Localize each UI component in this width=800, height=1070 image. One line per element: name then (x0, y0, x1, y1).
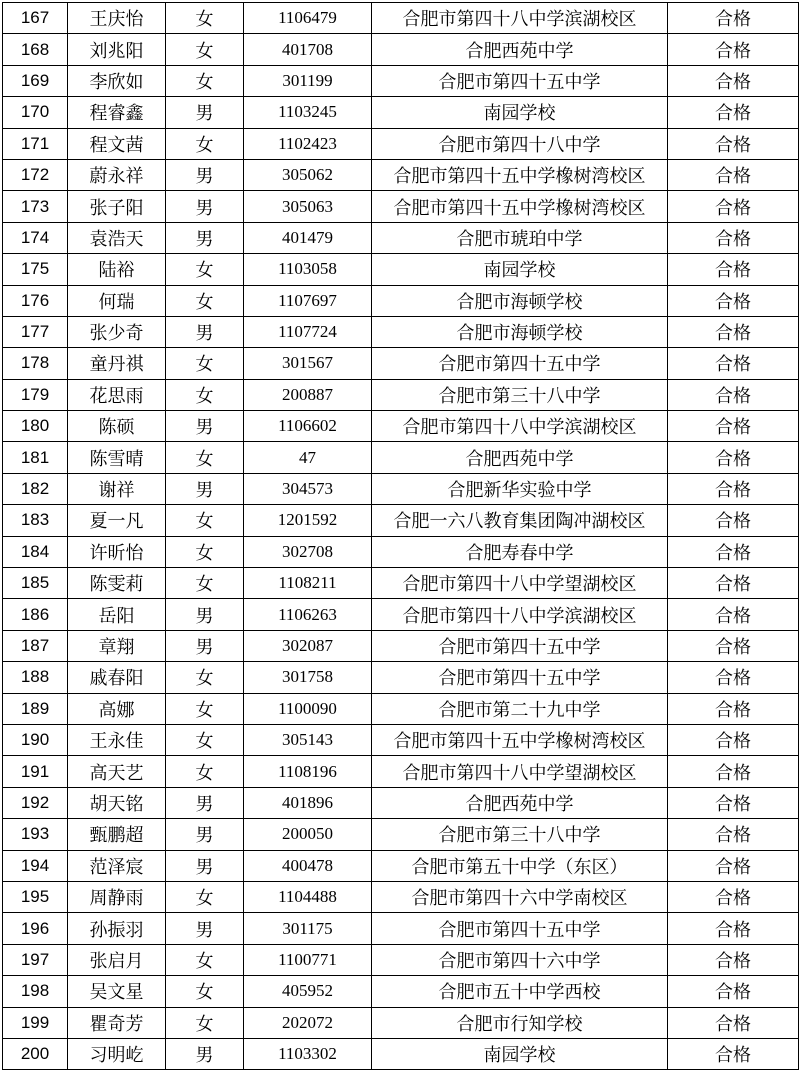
cell-number: 175 (3, 254, 68, 285)
table-row (3, 348, 799, 379)
cell-number: 194 (3, 850, 68, 881)
cell-number: 188 (3, 662, 68, 693)
cell-name: 童丹祺 (68, 348, 166, 379)
cell-name: 许昕怡 (68, 536, 166, 567)
cell-result: 合格 (668, 1007, 799, 1038)
cell-gender: 女 (166, 379, 244, 410)
table-row (3, 97, 799, 128)
cell-school: 合肥市第四十六中学南校区 (372, 881, 668, 912)
cell-result: 合格 (668, 34, 799, 65)
cell-name: 范泽宸 (68, 850, 166, 881)
cell-id: 200050 (244, 819, 372, 850)
table-row (3, 285, 799, 316)
table-row (3, 568, 799, 599)
table-row (3, 34, 799, 65)
cell-number: 178 (3, 348, 68, 379)
cell-name: 陈雪晴 (68, 442, 166, 473)
table-row (3, 881, 799, 912)
cell-gender: 女 (166, 65, 244, 96)
cell-name: 习明屹 (68, 1038, 166, 1069)
results-table (2, 2, 799, 1070)
cell-name: 蔚永祥 (68, 159, 166, 190)
cell-id: 1103058 (244, 254, 372, 285)
cell-school: 合肥市第二十九中学 (372, 693, 668, 724)
cell-number: 174 (3, 222, 68, 253)
cell-number: 200 (3, 1038, 68, 1069)
table-row (3, 128, 799, 159)
cell-name: 岳阳 (68, 599, 166, 630)
cell-result: 合格 (668, 756, 799, 787)
table-row (3, 536, 799, 567)
table-row (3, 819, 799, 850)
cell-id: 1106602 (244, 411, 372, 442)
cell-number: 168 (3, 34, 68, 65)
cell-result: 合格 (668, 505, 799, 536)
cell-gender: 女 (166, 536, 244, 567)
cell-number: 169 (3, 65, 68, 96)
cell-school: 合肥市第五十中学（东区） (372, 850, 668, 881)
cell-gender: 男 (166, 222, 244, 253)
table-row (3, 316, 799, 347)
cell-gender: 男 (166, 411, 244, 442)
cell-school: 合肥市第四十八中学滨湖校区 (372, 3, 668, 34)
cell-result: 合格 (668, 473, 799, 504)
cell-school: 合肥市第四十八中学望湖校区 (372, 568, 668, 599)
cell-result: 合格 (668, 348, 799, 379)
cell-gender: 女 (166, 285, 244, 316)
table-row (3, 630, 799, 661)
cell-name: 程文茜 (68, 128, 166, 159)
cell-result: 合格 (668, 599, 799, 630)
cell-gender: 女 (166, 128, 244, 159)
cell-name: 张少奇 (68, 316, 166, 347)
cell-id: 401479 (244, 222, 372, 253)
cell-id: 305143 (244, 724, 372, 755)
cell-id: 301758 (244, 662, 372, 693)
cell-number: 192 (3, 787, 68, 818)
cell-school: 合肥市第四十五中学 (372, 913, 668, 944)
table-row (3, 3, 799, 34)
cell-result: 合格 (668, 379, 799, 410)
cell-school: 合肥市第四十八中学滨湖校区 (372, 411, 668, 442)
cell-id: 202072 (244, 1007, 372, 1038)
cell-name: 章翔 (68, 630, 166, 661)
cell-result: 合格 (668, 1038, 799, 1069)
cell-gender: 女 (166, 442, 244, 473)
cell-number: 193 (3, 819, 68, 850)
cell-result: 合格 (668, 285, 799, 316)
cell-result: 合格 (668, 316, 799, 347)
cell-id: 301199 (244, 65, 372, 96)
cell-result: 合格 (668, 693, 799, 724)
cell-name: 李欣如 (68, 65, 166, 96)
cell-id: 302708 (244, 536, 372, 567)
cell-result: 合格 (668, 97, 799, 128)
cell-result: 合格 (668, 568, 799, 599)
cell-gender: 男 (166, 159, 244, 190)
cell-name: 刘兆阳 (68, 34, 166, 65)
table-row (3, 65, 799, 96)
cell-number: 167 (3, 3, 68, 34)
cell-result: 合格 (668, 630, 799, 661)
cell-gender: 女 (166, 254, 244, 285)
table-row (3, 505, 799, 536)
table-row (3, 1007, 799, 1038)
table-row (3, 442, 799, 473)
cell-id: 200887 (244, 379, 372, 410)
cell-id: 1108196 (244, 756, 372, 787)
table-row (3, 222, 799, 253)
cell-result: 合格 (668, 944, 799, 975)
cell-school: 合肥市第四十五中学橡树湾校区 (372, 724, 668, 755)
cell-number: 176 (3, 285, 68, 316)
cell-id: 1107724 (244, 316, 372, 347)
cell-gender: 女 (166, 724, 244, 755)
cell-gender: 女 (166, 662, 244, 693)
cell-id: 1106479 (244, 3, 372, 34)
cell-gender: 女 (166, 944, 244, 975)
cell-id: 305063 (244, 191, 372, 222)
cell-name: 张启月 (68, 944, 166, 975)
cell-name: 陈雯莉 (68, 568, 166, 599)
cell-number: 185 (3, 568, 68, 599)
cell-name: 胡天铭 (68, 787, 166, 818)
cell-number: 197 (3, 944, 68, 975)
cell-result: 合格 (668, 724, 799, 755)
cell-number: 191 (3, 756, 68, 787)
cell-result: 合格 (668, 3, 799, 34)
cell-gender: 女 (166, 1007, 244, 1038)
cell-gender: 女 (166, 756, 244, 787)
cell-id: 401896 (244, 787, 372, 818)
cell-gender: 男 (166, 850, 244, 881)
cell-name: 甄鹏超 (68, 819, 166, 850)
cell-number: 179 (3, 379, 68, 410)
cell-result: 合格 (668, 881, 799, 912)
cell-school: 合肥市第四十八中学 (372, 128, 668, 159)
cell-school: 南园学校 (372, 97, 668, 128)
cell-school: 合肥市第四十五中学橡树湾校区 (372, 191, 668, 222)
cell-number: 172 (3, 159, 68, 190)
cell-school: 合肥市行知学校 (372, 1007, 668, 1038)
cell-id: 1104488 (244, 881, 372, 912)
cell-id: 1100090 (244, 693, 372, 724)
cell-gender: 女 (166, 693, 244, 724)
cell-id: 1103245 (244, 97, 372, 128)
cell-school: 合肥市第四十八中学望湖校区 (372, 756, 668, 787)
cell-school: 合肥新华实验中学 (372, 473, 668, 504)
table-row (3, 473, 799, 504)
cell-gender: 男 (166, 819, 244, 850)
cell-number: 190 (3, 724, 68, 755)
cell-school: 合肥西苑中学 (372, 442, 668, 473)
cell-id: 1100771 (244, 944, 372, 975)
cell-school: 合肥市琥珀中学 (372, 222, 668, 253)
cell-id: 301567 (244, 348, 372, 379)
cell-result: 合格 (668, 819, 799, 850)
cell-id: 405952 (244, 976, 372, 1007)
cell-gender: 男 (166, 913, 244, 944)
cell-school: 合肥市第四十八中学滨湖校区 (372, 599, 668, 630)
cell-id: 1102423 (244, 128, 372, 159)
cell-name: 张子阳 (68, 191, 166, 222)
cell-number: 177 (3, 316, 68, 347)
cell-number: 183 (3, 505, 68, 536)
cell-number: 198 (3, 976, 68, 1007)
cell-name: 周静雨 (68, 881, 166, 912)
cell-name: 王庆怡 (68, 3, 166, 34)
table-row (3, 159, 799, 190)
cell-school: 合肥西苑中学 (372, 34, 668, 65)
cell-name: 高天艺 (68, 756, 166, 787)
cell-id: 1103302 (244, 1038, 372, 1069)
cell-number: 181 (3, 442, 68, 473)
cell-gender: 男 (166, 1038, 244, 1069)
table-row (3, 411, 799, 442)
table-row (3, 724, 799, 755)
cell-number: 170 (3, 97, 68, 128)
cell-result: 合格 (668, 254, 799, 285)
cell-number: 187 (3, 630, 68, 661)
cell-school: 合肥市第四十五中学 (372, 630, 668, 661)
cell-number: 180 (3, 411, 68, 442)
cell-school: 南园学校 (372, 254, 668, 285)
table-row (3, 599, 799, 630)
cell-number: 184 (3, 536, 68, 567)
cell-name: 孙振羽 (68, 913, 166, 944)
cell-result: 合格 (668, 976, 799, 1007)
cell-name: 花思雨 (68, 379, 166, 410)
cell-name: 高娜 (68, 693, 166, 724)
cell-id: 1107697 (244, 285, 372, 316)
cell-name: 袁浩天 (68, 222, 166, 253)
cell-gender: 男 (166, 599, 244, 630)
cell-id: 302087 (244, 630, 372, 661)
cell-id: 1108211 (244, 568, 372, 599)
cell-school: 合肥市海顿学校 (372, 285, 668, 316)
cell-result: 合格 (668, 222, 799, 253)
cell-result: 合格 (668, 159, 799, 190)
cell-number: 199 (3, 1007, 68, 1038)
cell-name: 陈硕 (68, 411, 166, 442)
cell-result: 合格 (668, 442, 799, 473)
cell-gender: 男 (166, 97, 244, 128)
cell-result: 合格 (668, 411, 799, 442)
cell-gender: 男 (166, 630, 244, 661)
cell-school: 合肥市海顿学校 (372, 316, 668, 347)
cell-gender: 女 (166, 881, 244, 912)
table-row (3, 850, 799, 881)
cell-name: 程睿鑫 (68, 97, 166, 128)
cell-name: 吴文星 (68, 976, 166, 1007)
cell-gender: 男 (166, 787, 244, 818)
table-row (3, 662, 799, 693)
cell-name: 何瑞 (68, 285, 166, 316)
table-row (3, 1038, 799, 1069)
table-row (3, 693, 799, 724)
cell-result: 合格 (668, 128, 799, 159)
cell-number: 182 (3, 473, 68, 504)
table-row (3, 913, 799, 944)
cell-number: 196 (3, 913, 68, 944)
cell-school: 合肥西苑中学 (372, 787, 668, 818)
table-row (3, 787, 799, 818)
cell-school: 合肥寿春中学 (372, 536, 668, 567)
table-row (3, 254, 799, 285)
cell-id: 47 (244, 442, 372, 473)
cell-school: 合肥市第三十八中学 (372, 819, 668, 850)
cell-school: 合肥市第四十五中学 (372, 662, 668, 693)
cell-id: 401708 (244, 34, 372, 65)
cell-result: 合格 (668, 787, 799, 818)
cell-result: 合格 (668, 913, 799, 944)
cell-school: 合肥市第三十八中学 (372, 379, 668, 410)
cell-id: 301175 (244, 913, 372, 944)
table-row (3, 379, 799, 410)
cell-name: 夏一凡 (68, 505, 166, 536)
cell-school: 合肥一六八教育集团陶冲湖校区 (372, 505, 668, 536)
cell-result: 合格 (668, 536, 799, 567)
table-row (3, 976, 799, 1007)
cell-gender: 女 (166, 34, 244, 65)
cell-gender: 男 (166, 316, 244, 347)
table-row (3, 191, 799, 222)
cell-gender: 女 (166, 505, 244, 536)
cell-result: 合格 (668, 662, 799, 693)
cell-name: 瞿奇芳 (68, 1007, 166, 1038)
table-body (3, 3, 799, 1070)
cell-school: 合肥市第四十五中学 (372, 65, 668, 96)
cell-number: 189 (3, 693, 68, 724)
cell-number: 173 (3, 191, 68, 222)
cell-name: 谢祥 (68, 473, 166, 504)
cell-result: 合格 (668, 850, 799, 881)
cell-school: 合肥市第四十五中学 (372, 348, 668, 379)
cell-school: 南园学校 (372, 1038, 668, 1069)
cell-result: 合格 (668, 65, 799, 96)
cell-gender: 女 (166, 348, 244, 379)
cell-id: 1106263 (244, 599, 372, 630)
cell-number: 195 (3, 881, 68, 912)
cell-id: 1201592 (244, 505, 372, 536)
cell-gender: 男 (166, 473, 244, 504)
cell-school: 合肥市五十中学西校 (372, 976, 668, 1007)
table-row (3, 756, 799, 787)
cell-name: 戚春阳 (68, 662, 166, 693)
cell-name: 陆裕 (68, 254, 166, 285)
cell-name: 王永佳 (68, 724, 166, 755)
cell-school: 合肥市第四十五中学橡树湾校区 (372, 159, 668, 190)
cell-school: 合肥市第四十六中学 (372, 944, 668, 975)
cell-gender: 女 (166, 3, 244, 34)
cell-result: 合格 (668, 191, 799, 222)
cell-id: 304573 (244, 473, 372, 504)
table-row (3, 944, 799, 975)
cell-id: 305062 (244, 159, 372, 190)
cell-gender: 女 (166, 976, 244, 1007)
cell-id: 400478 (244, 850, 372, 881)
cell-gender: 女 (166, 568, 244, 599)
cell-number: 186 (3, 599, 68, 630)
cell-gender: 男 (166, 191, 244, 222)
cell-number: 171 (3, 128, 68, 159)
